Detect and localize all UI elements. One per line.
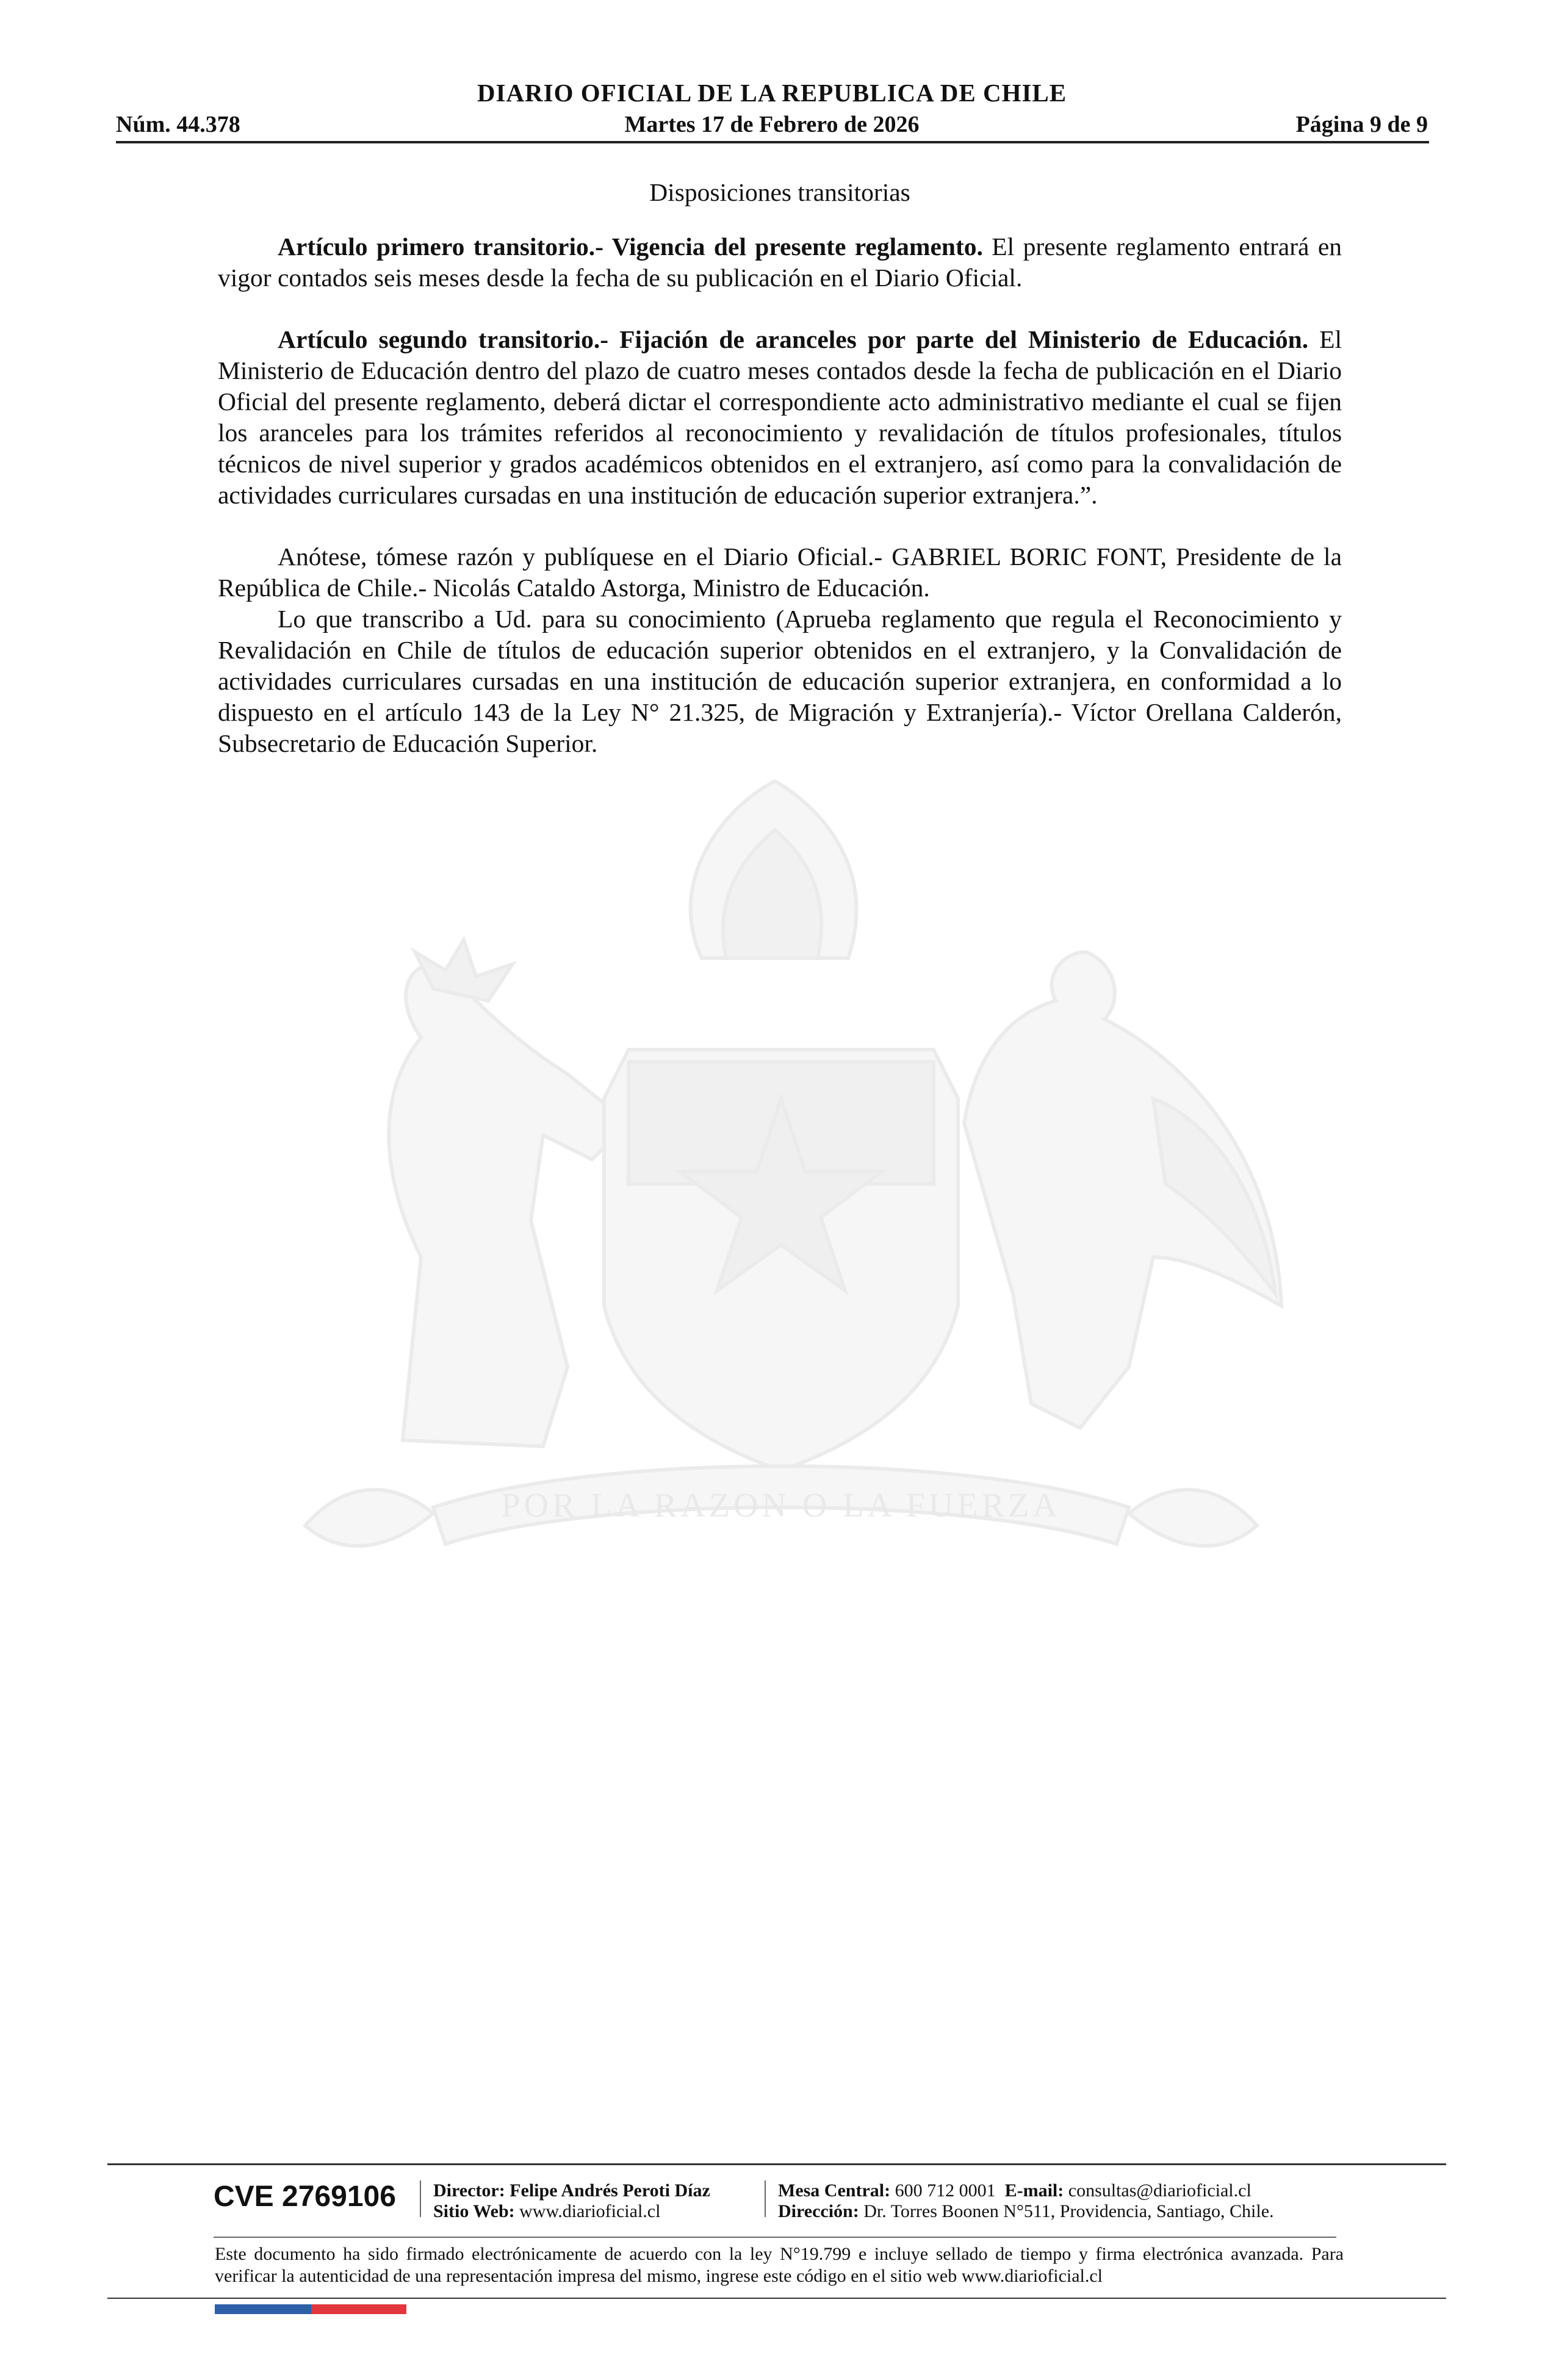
coat-of-arms-motto: POR LA RAZON O LA FUERZA	[501, 1487, 1061, 1524]
article-first-transitory	[218, 231, 1342, 294]
flag-stripe-red	[311, 2304, 406, 2314]
flag-stripe-blue	[215, 2304, 311, 2314]
email-label: E-mail:	[1004, 2180, 1064, 2201]
coat-of-arms-watermark-icon	[201, 757, 1361, 1611]
footer-divider-top	[107, 2163, 1446, 2165]
website-label: Sitio Web:	[433, 2201, 515, 2221]
closing-formula: Anótese, tómese razón y publíquese en el Diario Oficial.- GABRIEL BORIC FONT, Presidente de la República de Chile.- Nicolás Cataldo Astorga, Ministro de Educación.	[218, 543, 1342, 602]
article-first-heading: Artículo primero transitorio.- Vigencia del presente reglamento.	[278, 233, 983, 261]
footer-contact-info	[778, 2180, 1274, 2222]
header-row	[116, 106, 1428, 143]
transcription-note: Lo que transcribo a Ud. para su conocimiento (Aprueba reglamento que regula el Reconocimiento y Revalidación en Chile de títulos de educación superior obtenidos en el extranjero, y la Convalidación de actividades curriculares cursadas en una institución de educación superior extranjera, en conformidad a lo dispuesto en el artículo 143 de la Ley N° 21.325, de Migración y Extranjería).- Víctor Orellana Calderón, Subsecretario de Educación Superior.	[218, 605, 1342, 757]
footer-divider-middle	[214, 2237, 1336, 2238]
page-number: Página 9 de 9	[1295, 112, 1428, 137]
masthead: DIARIO OFICIAL DE LA REPUBLICA DE CHILE	[477, 79, 1067, 107]
section-title: Disposiciones transitorias	[649, 178, 910, 206]
address-text: Dr. Torres Boonen N°511, Providencia, Santiago, Chile.	[863, 2201, 1274, 2221]
footer-separator	[420, 2180, 421, 2217]
footer-divider-bottom	[107, 2298, 1446, 2299]
electronic-signature-notice: Este documento ha sido firmado electrónicamente de acuerdo con la ley N°19.799 e incluye sellado de tiempo y firma electrónica avanzada. Para verificar la autenticidad de una representación impresa del mismo, ingrese este código en el sitio web www.diarioficial.cl	[215, 2244, 1344, 2286]
phone-label: Mesa Central:	[778, 2180, 891, 2201]
cve-code: CVE 2769106	[214, 2180, 396, 2213]
address-label: Dirección:	[778, 2201, 859, 2221]
page-header	[116, 72, 1428, 145]
article-second-transitory	[218, 324, 1342, 511]
document-body	[218, 171, 1342, 759]
director-label: Director:	[433, 2180, 505, 2201]
issue-number: Núm. 44.378	[116, 112, 240, 137]
footer-separator	[765, 2180, 766, 2217]
footer-director-info	[433, 2180, 710, 2222]
email-link[interactable]: consultas@diarioficial.cl	[1068, 2180, 1252, 2201]
website-link[interactable]: www.diarioficial.cl	[519, 2201, 661, 2221]
issue-date: Martes 17 de Febrero de 2026	[624, 112, 920, 137]
article-second-text: El Ministerio de Educación dentro del plazo de cuatro meses contados desde la fecha de publicación en el Diario Oficial del presente reglamento, deberá dictar el correspondiente acto administrativo mediante el cual se fijen los aranceles para los trámites referidos al reconocimiento y revalidación de títulos profesionales, títulos técnicos de nivel superior y grados académicos obtenidos en el extranjero, así como para la convalidación de actividades curriculares cursadas en una institución de educación superior extranjera.”.	[218, 325, 1342, 509]
article-first-text: El presente reglamento entrará en vigor contados seis meses desde la fecha de su publicación en el Diario Oficial.	[218, 233, 1342, 292]
phone-number: 600 712 0001	[895, 2180, 996, 2201]
article-second-heading: Artículo segundo transitorio.- Fijación de aranceles por parte del Ministerio de Educación.	[278, 325, 1309, 353]
header-divider	[116, 141, 1429, 143]
director-name: Felipe Andrés Peroti Díaz	[510, 2180, 710, 2201]
